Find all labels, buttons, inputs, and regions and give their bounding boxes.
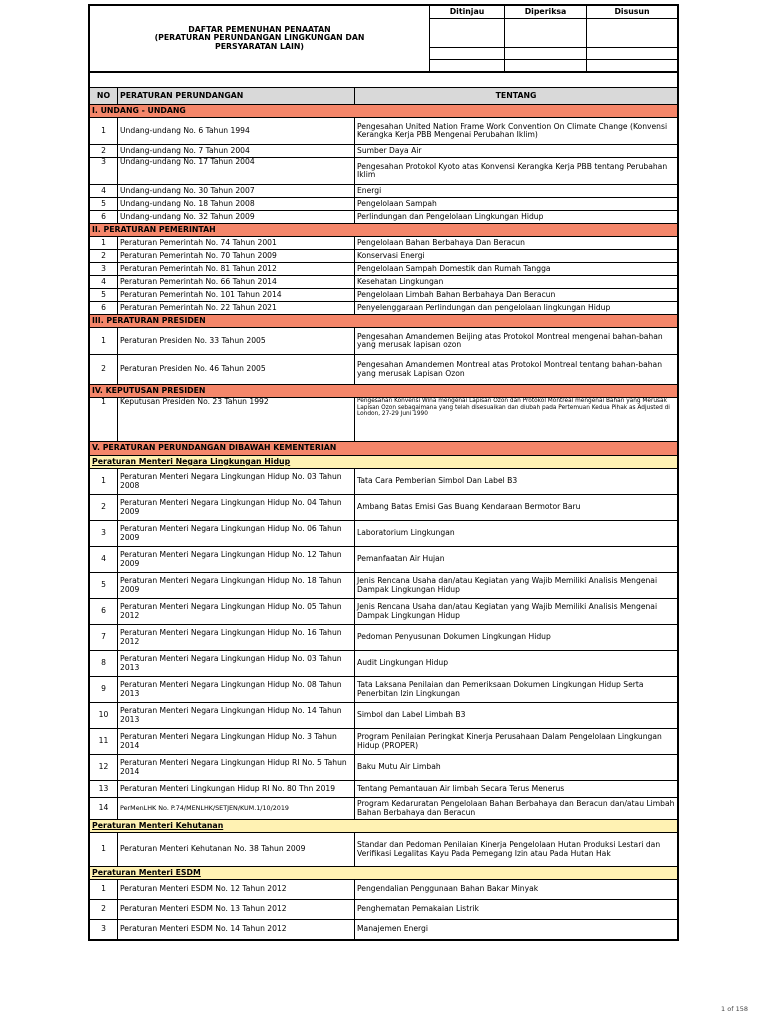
section-header: V. PERATURAN PERUNDANGAN DIBAWAH KEMENTERIAN: [90, 442, 678, 456]
row-number: 1: [90, 237, 118, 250]
row-number: 1: [90, 833, 118, 867]
approval-name-cell: [505, 48, 587, 60]
row-number: 1: [90, 469, 118, 495]
row-number: 4: [90, 185, 118, 198]
row-number: 14: [90, 798, 118, 820]
about-cell: Simbol dan Label Limbah B3: [355, 703, 678, 729]
regulation-cell: Undang-undang No. 17 Tahun 2004: [118, 158, 355, 185]
about-cell: Sumber Daya Air: [355, 145, 678, 158]
regulation-cell: Undang-undang No. 18 Tahun 2008: [118, 198, 355, 211]
row-number: 6: [90, 302, 118, 315]
regulation-cell: Undang-undang No. 7 Tahun 2004: [118, 145, 355, 158]
regulation-cell: Peraturan Pemerintah No. 22 Tahun 2021: [118, 302, 355, 315]
row-number: 3: [90, 920, 118, 940]
row-number: 6: [90, 211, 118, 224]
about-cell: Energi: [355, 185, 678, 198]
row-number: 9: [90, 677, 118, 703]
subsection-header: Peraturan Menteri Negara Lingkungan Hidup: [90, 456, 678, 469]
about-cell: Pengendalian Penggunaan Bahan Bakar Minyak: [355, 880, 678, 900]
about-cell: Pengelolaan Sampah: [355, 198, 678, 211]
approval-reviewed-label: Ditinjau: [430, 6, 505, 19]
row-number: 5: [90, 573, 118, 599]
row-number: 2: [90, 355, 118, 385]
about-cell: Baku Mutu Air Limbah: [355, 755, 678, 781]
title-line-3: PERSYARATAN LAIN): [214, 41, 304, 51]
row-number: 2: [90, 145, 118, 158]
subsection-header: Peraturan Menteri Kehutanan: [90, 820, 678, 833]
document-sheet: [88, 4, 679, 941]
header-table: [89, 5, 678, 72]
regulation-cell: Keputusan Presiden No. 23 Tahun 1992: [118, 398, 355, 442]
approval-sign-cell: [505, 19, 587, 48]
about-cell: Kesehatan Lingkungan: [355, 276, 678, 289]
row-number: 13: [90, 781, 118, 798]
row-number: 8: [90, 651, 118, 677]
column-header-no: NO: [90, 88, 118, 105]
about-cell: Standar dan Pedoman Penilaian Kinerja Pengelolaan Hutan Produksi Lestari dan Verifikasi Legalitas Kayu Pada Pemegang Izin atau Pada Hutan Hak: [355, 833, 678, 867]
about-cell: Pengesahan Amandemen Beijing atas Protokol Montreal mengenai bahan-bahan yang merusak lapisan ozon: [355, 328, 678, 355]
about-cell: Tata Laksana Penilaian dan Pemeriksaan Dokumen Lingkungan Hidup Serta Penerbitan Izin Lingkungan: [355, 677, 678, 703]
title-line-2: (PERATURAN PERUNDANGAN LINGKUNGAN DAN: [154, 33, 365, 43]
regulation-cell: Peraturan Menteri Negara Lingkungan Hidup No. 08 Tahun 2013: [118, 677, 355, 703]
about-cell: Pengelolaan Limbah Bahan Berbahaya Dan Beracun: [355, 289, 678, 302]
regulation-cell: Peraturan Menteri ESDM No. 14 Tahun 2012: [118, 920, 355, 940]
row-number: 1: [90, 398, 118, 442]
regulation-cell: Peraturan Menteri ESDM No. 12 Tahun 2012: [118, 880, 355, 900]
regulation-cell: Peraturan Menteri Negara Lingkungan Hidup No. 14 Tahun 2013: [118, 703, 355, 729]
regulation-cell: Peraturan Menteri ESDM No. 13 Tahun 2012: [118, 900, 355, 920]
regulation-cell: Peraturan Menteri Negara Lingkungan Hidup RI No. 5 Tahun 2014: [118, 755, 355, 781]
about-cell: Penghematan Pemakaian Listrik: [355, 900, 678, 920]
row-number: 4: [90, 276, 118, 289]
regulation-cell: Peraturan Menteri Negara Lingkungan Hidup No. 05 Tahun 2012: [118, 599, 355, 625]
about-cell: Ambang Batas Emisi Gas Buang Kendaraan Bermotor Baru: [355, 495, 678, 521]
row-number: 2: [90, 900, 118, 920]
about-cell: Tentang Pemantauan Air limbah Secara Terus Menerus: [355, 781, 678, 798]
subsection-header: Peraturan Menteri ESDM: [90, 867, 678, 880]
about-cell: Perlindungan dan Pengelolaan Lingkungan Hidup: [355, 211, 678, 224]
regulation-cell: Peraturan Menteri Negara Lingkungan Hidup No. 03 Tahun 2008: [118, 469, 355, 495]
about-cell: Pengelolaan Bahan Berbahaya Dan Beracun: [355, 237, 678, 250]
about-cell: Konservasi Energi: [355, 250, 678, 263]
row-number: 3: [90, 521, 118, 547]
row-number: 1: [90, 118, 118, 145]
regulation-cell: Peraturan Presiden No. 33 Tahun 2005: [118, 328, 355, 355]
about-cell: Penyelenggaraan Perlindungan dan pengelolaan lingkungan Hidup: [355, 302, 678, 315]
about-cell: Pengesahan United Nation Frame Work Convention On Climate Change (Konvensi Kerangka Kerja PBB Mengenai Perubahan Iklim): [355, 118, 678, 145]
regulation-cell: Peraturan Pemerintah No. 74 Tahun 2001: [118, 237, 355, 250]
regulation-cell: Peraturan Menteri Negara Lingkungan Hidup No. 18 Tahun 2009: [118, 573, 355, 599]
regulation-cell: Peraturan Menteri Negara Lingkungan Hidup No. 12 Tahun 2009: [118, 547, 355, 573]
regulation-cell: Undang-undang No. 30 Tahun 2007: [118, 185, 355, 198]
row-number: 6: [90, 599, 118, 625]
regulation-cell: Peraturan Menteri Negara Lingkungan Hidup No. 3 Tahun 2014: [118, 729, 355, 755]
about-cell: Pemanfaatan Air Hujan: [355, 547, 678, 573]
regulation-cell: PerMenLHK No. P.74/MENLHK/SETJEN/KUM.1/10/2019: [118, 798, 355, 820]
approval-checked-label: Diperiksa: [505, 6, 587, 19]
approval-date-cell: [505, 60, 587, 72]
section-header: II. PERATURAN PEMERINTAH: [90, 224, 678, 237]
regulation-cell: Peraturan Pemerintah No. 66 Tahun 2014: [118, 276, 355, 289]
row-number: 7: [90, 625, 118, 651]
regulation-cell: Undang-undang No. 32 Tahun 2009: [118, 211, 355, 224]
page-indicator: 1 of 158: [721, 1005, 748, 1013]
row-number: 5: [90, 289, 118, 302]
document-title: [90, 6, 430, 72]
spacer-row: [90, 73, 678, 88]
regulation-cell: Peraturan Menteri Negara Lingkungan Hidup No. 03 Tahun 2013: [118, 651, 355, 677]
about-cell: Program Kedaruratan Pengelolaan Bahan Berbahaya dan Beracun dan/atau Limbah Bahan Berbahaya dan Beracun: [355, 798, 678, 820]
about-cell: Jenis Rencana Usaha dan/atau Kegiatan yang Wajib Memiliki Analisis Mengenai Dampak Lingkungan Hidup: [355, 573, 678, 599]
about-cell: Tata Cara Pemberian Simbol Dan Label B3: [355, 469, 678, 495]
approval-date-cell: [587, 60, 678, 72]
about-cell: Program Penilaian Peringkat Kinerja Perusahaan Dalam Pengelolaan Lingkungan Hidup (PROPER): [355, 729, 678, 755]
title-line-1: DAFTAR PEMENUHAN PENAATAN: [188, 24, 331, 34]
approval-sign-cell: [430, 19, 505, 48]
regulation-cell: Peraturan Pemerintah No. 101 Tahun 2014: [118, 289, 355, 302]
section-header: I. UNDANG - UNDANG: [90, 105, 678, 118]
regulation-cell: Peraturan Presiden No. 46 Tahun 2005: [118, 355, 355, 385]
regulation-cell: Peraturan Menteri Negara Lingkungan Hidup No. 06 Tahun 2009: [118, 521, 355, 547]
row-number: 5: [90, 198, 118, 211]
regulation-cell: Peraturan Menteri Negara Lingkungan Hidup No. 04 Tahun 2009: [118, 495, 355, 521]
regulation-cell: Peraturan Menteri Lingkungan Hidup RI No. 80 Thn 2019: [118, 781, 355, 798]
column-header-regulation: PERATURAN PERUNDANGAN: [118, 88, 355, 105]
approval-prepared-label: Disusun: [587, 6, 678, 19]
regulation-table: [89, 72, 678, 940]
regulation-cell: Undang-undang No. 6 Tahun 1994: [118, 118, 355, 145]
row-number: 2: [90, 250, 118, 263]
row-number: 10: [90, 703, 118, 729]
row-number: 1: [90, 328, 118, 355]
approval-date-cell: [430, 60, 505, 72]
row-number: 2: [90, 495, 118, 521]
row-number: 1: [90, 880, 118, 900]
approval-name-cell: [430, 48, 505, 60]
approval-sign-cell: [587, 19, 678, 48]
regulation-cell: Peraturan Menteri Kehutanan No. 38 Tahun 2009: [118, 833, 355, 867]
about-cell: Pengelolaan Sampah Domestik dan Rumah Tangga: [355, 263, 678, 276]
regulation-cell: Peraturan Pemerintah No. 81 Tahun 2012: [118, 263, 355, 276]
about-cell: Pengesahan Amandemen Montreal atas Protokol Montreal tentang bahan-bahan yang merusak Lapisan Ozon: [355, 355, 678, 385]
regulation-cell: Peraturan Menteri Negara Lingkungan Hidup No. 16 Tahun 2012: [118, 625, 355, 651]
row-number: 4: [90, 547, 118, 573]
section-header: III. PERATURAN PRESIDEN: [90, 315, 678, 328]
about-cell: Laboratorium Lingkungan: [355, 521, 678, 547]
regulation-cell: Peraturan Pemerintah No. 70 Tahun 2009: [118, 250, 355, 263]
row-number: 11: [90, 729, 118, 755]
approval-name-cell: [587, 48, 678, 60]
about-cell: Pengesahan Protokol Kyoto atas Konvensi Kerangka Kerja PBB tentang Perubahan Iklim: [355, 158, 678, 185]
about-cell: Pengesahan Konvensi Wina mengenai Lapisan Ozon dan Protokol Montreal mengenai Bahan yang Merusak Lapisan Ozon sebagaimana yang telah disesuaikan dan diubah pada Pertemuan Kedua Pihak as Adjusted di London, 27-29 Juni 1990: [355, 398, 678, 442]
row-number: 3: [90, 158, 118, 185]
column-header-about: TENTANG: [355, 88, 678, 105]
about-cell: Pedoman Penyusunan Dokumen Lingkungan Hidup: [355, 625, 678, 651]
section-header: IV. KEPUTUSAN PRESIDEN: [90, 385, 678, 398]
row-number: 3: [90, 263, 118, 276]
about-cell: Manajemen Energi: [355, 920, 678, 940]
about-cell: Audit Lingkungan Hidup: [355, 651, 678, 677]
row-number: 12: [90, 755, 118, 781]
about-cell: Jenis Rencana Usaha dan/atau Kegiatan yang Wajib Memiliki Analisis Mengenai Dampak Lingkungan Hidup: [355, 599, 678, 625]
